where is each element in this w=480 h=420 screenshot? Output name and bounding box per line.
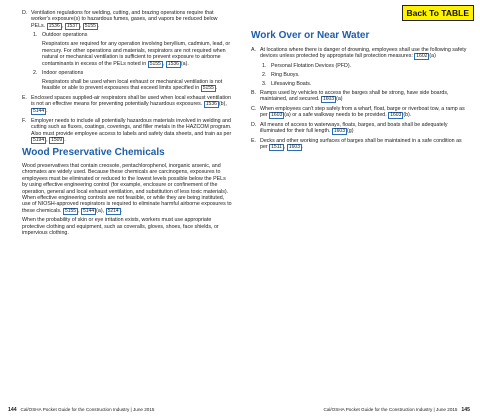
wood-paragraph-2: When the probability of skin or eye irritation exists, workers must use appropriate protective clothing and equipment, such as coveralls, gloves, shoes, face shields, or impervious clothing. xyxy=(22,217,219,237)
outdoor-operations xyxy=(33,32,232,92)
item-e-decks: E. Decks and other working surfaces of barges shall be maintained in a safe condition as per 1511 , 1603 . xyxy=(251,138,462,151)
item-c-walkway: C. When employees can't step safely from a wharf, float, barge or riverboat tow, a ramp as per 1603 (a) or a safe walkway needs to be provided. 1603 (b). xyxy=(251,106,465,119)
reference-link[interactable]: 1603 xyxy=(271,112,283,119)
left-column xyxy=(22,10,232,239)
left-footer xyxy=(8,407,154,413)
item-e-enclosed-spaces: E. Enclosed spaces supplied-air respirators shall be used when local exhaust ventilation is not an effective means for preventing potentially hazardous exposures. 1536 (b), 5144 . xyxy=(22,94,231,115)
reference-link[interactable]: 1603 xyxy=(288,144,300,151)
back-to-table-button[interactable]: Back To TABLE xyxy=(402,5,475,21)
page-number: 144 xyxy=(8,407,17,413)
item-label: D. xyxy=(22,10,28,16)
reference-link[interactable]: 5144 xyxy=(33,108,45,115)
list-item: 1. Personal Flotation Devices (PFD). xyxy=(262,63,352,69)
reference-link[interactable]: 1603 xyxy=(390,112,402,119)
reference-link[interactable]: 1511 xyxy=(271,144,282,151)
work-over-water-heading: Work Over or Near Water xyxy=(251,30,370,41)
reference-link[interactable]: 1537 xyxy=(66,22,78,29)
list-item: 3. Lifesaving Boats. xyxy=(262,81,312,87)
item-text: Ventilation regulations for welding, cutting, and brazing operations require that worker's exposure(s) to hazardous fumes, gases, and vapors be reduced below PELs. 1536 , 1537 , 5155 . xyxy=(31,10,218,29)
reference-link[interactable]: 5155 xyxy=(149,60,161,67)
item-a-drowning: A. At locations where there is danger of drowning, employees shall use the following safety devices unless protected by appropriate fall protection measures: 1602 (a) xyxy=(251,47,467,60)
footer-text: Cal/OSHA Pocket Guide for the Construction Industry | June 2015 xyxy=(323,407,458,412)
reference-link[interactable]: 5214 xyxy=(107,207,119,214)
reference-link[interactable]: 1536 xyxy=(167,60,179,67)
indoor-title: 2. Indoor operations xyxy=(33,70,84,77)
reference-link[interactable]: 5194 xyxy=(33,137,45,144)
wood-paragraph-1: Wood preservatives that contain creosote, pentachlorophenol, inorganic arsenic, and chromates are widely used. Because these chemicals are carcinogens, exposures to employees must be eliminated or reduced to the lowest levels possible below the PELs by using effective engineering control (for example, enclosure or confinement of the operation, general and local exhaust ventilation, and substitution of less toxic materials). When effective engineering controls are not feasible, or while they are being instituted, use of NIOSH-approved respirators is required to eliminate harmful airborne exposures to these chemicals. 5155 , 5144 (a), 5214 . xyxy=(22,163,232,214)
outdoor-title: 1. Outdoor operations xyxy=(33,32,88,39)
reference-link[interactable]: 1536 xyxy=(205,101,217,108)
outdoor-text: Respirators are required for any operation involving beryllium, cadmium, lead, or mercury. For other operations and materials, respirators are not required when natural or mechanical ventilation is sufficient to prevent exposure to airborne contaminants in excess of the PELs noted in 5155 , 1536 (a). xyxy=(42,41,231,67)
item-d-ventilation xyxy=(22,10,232,30)
indoor-text: Respirators shall be used when local exhaust or mechanical ventilation is not feasible or able to prevent exposures that exceed limits specified in 5155 . xyxy=(42,79,223,92)
reference-link[interactable]: 5155 xyxy=(64,207,77,214)
item-body: Ventilation regulations for welding, cutting, and brazing operations require that worker's exposure(s) to hazardous fumes, gases, and vapors be reduced below PELs. xyxy=(31,10,218,29)
reference-link[interactable]: 5155 xyxy=(84,22,96,29)
item-f-hazcom: F. Employer needs to include all potentially hazardous materials involved in welding and cutting such as fluxes, coatings, coverings, and filler metals in the HAZCOM program. Also must provide employee access to labels and safety data sheets, and train as per 5194 , 1509 . xyxy=(22,117,232,144)
item-d-illumination: D. All means of access to waterways, floats, barges, and boats shall be adequately illuminated for their full length. 1603 (g) xyxy=(251,122,448,135)
safety-devices-list xyxy=(262,63,469,87)
reference-link[interactable]: 1602 xyxy=(416,53,428,60)
reference-link[interactable]: 5144 xyxy=(83,207,95,214)
reference-link[interactable]: 1536 xyxy=(48,22,60,29)
right-footer xyxy=(324,407,470,413)
reference-link[interactable]: 1509 xyxy=(51,137,63,144)
footer-text: Cal/OSHA Pocket Guide for the Construction Industry | June 2015 xyxy=(20,407,155,412)
page-number: 145 xyxy=(461,407,470,413)
reference-link[interactable]: 1603 xyxy=(333,128,345,135)
list-item: 2. Ring Buoys. xyxy=(262,72,300,78)
item-b-ramps: B. Ramps used by vehicles to access the barges shall be strong, have side boards, maintained, and secured. 1603 (a) xyxy=(251,90,449,103)
right-page xyxy=(240,0,480,420)
reference-link[interactable]: 5155 xyxy=(202,85,214,92)
reference-link[interactable]: 1603 xyxy=(322,96,335,103)
wood-preservative-heading: Wood Preservative Chemicals xyxy=(22,147,165,159)
right-column xyxy=(251,30,469,154)
